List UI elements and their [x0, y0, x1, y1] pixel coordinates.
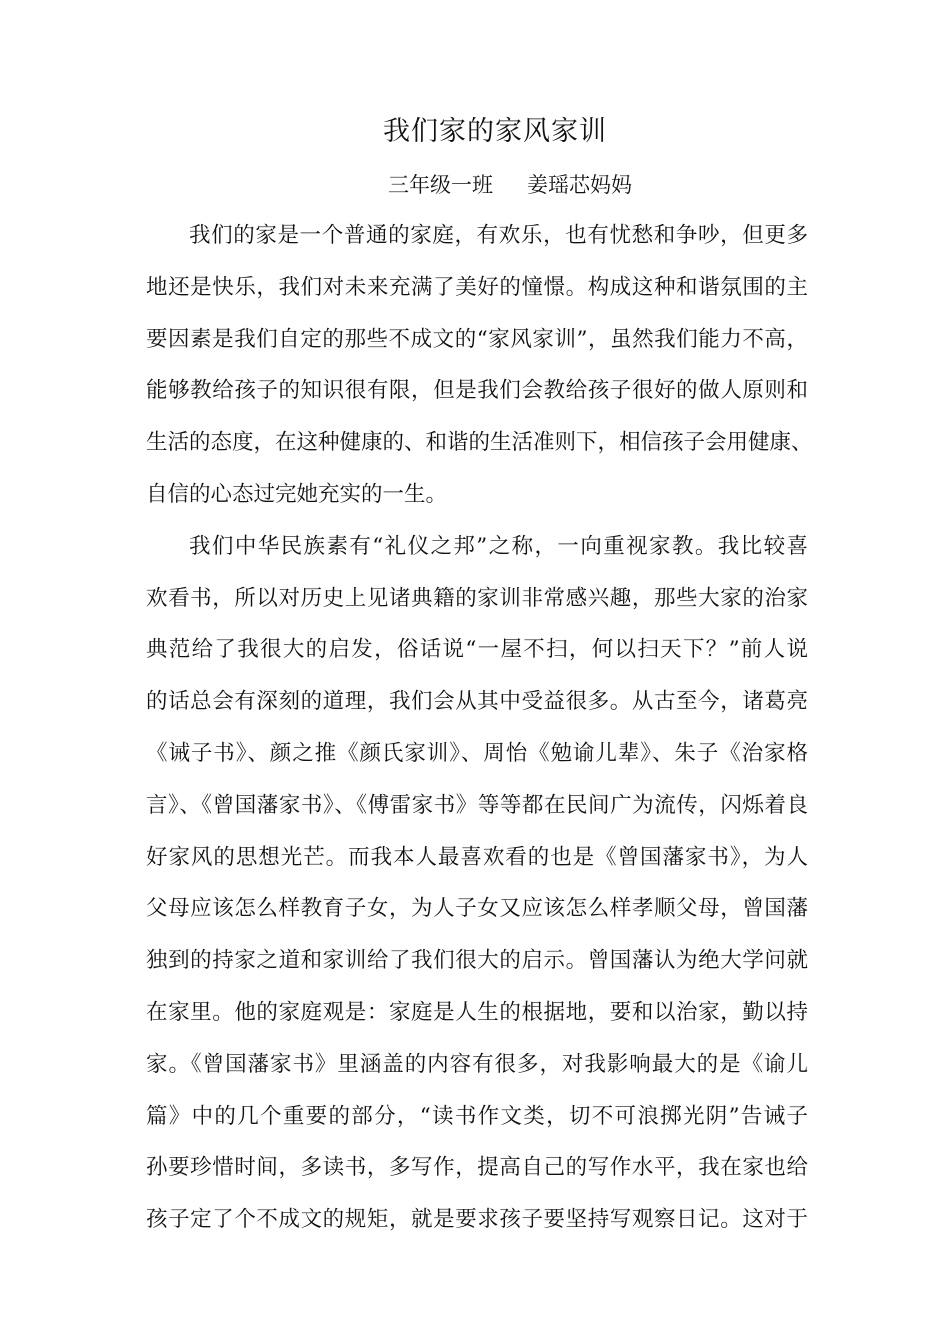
document-subtitle	[388, 170, 632, 200]
text-line: 地还是快乐，我们对未来充满了美好的憧憬。构成这种和谐氛围的主	[146, 274, 808, 300]
text-line: 家。《曾国藩家书》里涵盖的内容有很多，对我影响最大的是《谕儿	[146, 1051, 808, 1077]
text-line: 孩子定了个不成文的规矩，就是要求孩子要坚持写观察日记。这对于	[146, 1207, 808, 1233]
text-line: 篇》中的几个重要的部分，“读书作文类，切不可浪掷光阴”告诫子	[146, 1103, 808, 1129]
text-line: 要因素是我们自定的那些不成文的“家风家训”，虽然我们能力不高，	[146, 326, 808, 352]
text-line: 《诫子书》、颜之推《颜氏家训》、周怡《勉谕儿辈》、朱子《治家格	[146, 740, 808, 766]
text-line: 典范给了我很大的启发，俗话说“一屋不扫，何以扫天下？”前人说	[146, 637, 808, 663]
text-line: 我们的家是一个普通的家庭，有欢乐，也有忧愁和争吵，但更多	[189, 223, 808, 248]
text-line: 好家风的思想光芒。而我本人最喜欢看的也是《曾国藩家书》，为人	[146, 844, 808, 870]
text-line: 的话总会有深刻的道理，我们会从其中受益很多。从古至今，诸葛亮	[146, 689, 808, 715]
text-line: 在家里。他的家庭观是：家庭是人生的根据地，要和以治家，勤以持	[146, 999, 808, 1025]
class-name: 三年级一班	[388, 173, 493, 197]
text-line: 生活的态度，在这种健康的、和谐的生活准则下，相信孩子会用健康、	[146, 430, 813, 456]
author-name: 姜瑶芯妈妈	[527, 173, 632, 197]
text-line: 孙要珍惜时间，多读书，多写作，提高自己的写作水平，我在家也给	[146, 1155, 808, 1181]
text-line: 欢看书，所以对历史上见诸典籍的家训非常感兴趣，那些大家的治家	[146, 585, 808, 611]
document-title: 我们家的家风家训	[383, 116, 607, 147]
paragraph-1	[146, 218, 813, 529]
text-line: 言》、《曾国藩家书》、《傅雷家书》等等都在民间广为流传，闪烁着良	[146, 792, 808, 818]
text-line: 独到的持家之道和家训给了我们很大的启示。曾国藩认为绝大学问就	[146, 948, 808, 974]
text-line: 自信的心态过完她充实的一生。	[146, 481, 448, 507]
text-line: 我们中华民族素有“礼仪之邦”之称，一向重视家教。我比较喜	[189, 533, 808, 559]
text-line: 父母应该怎么样教育子女，为人子女又应该怎么样孝顺父母，曾国藩	[146, 896, 808, 922]
document-body	[146, 218, 813, 1254]
text-line: 能够教给孩子的知识很有限，但是我们会教给孩子很好的做人原则和	[146, 378, 808, 404]
paragraph-2	[146, 529, 808, 1254]
